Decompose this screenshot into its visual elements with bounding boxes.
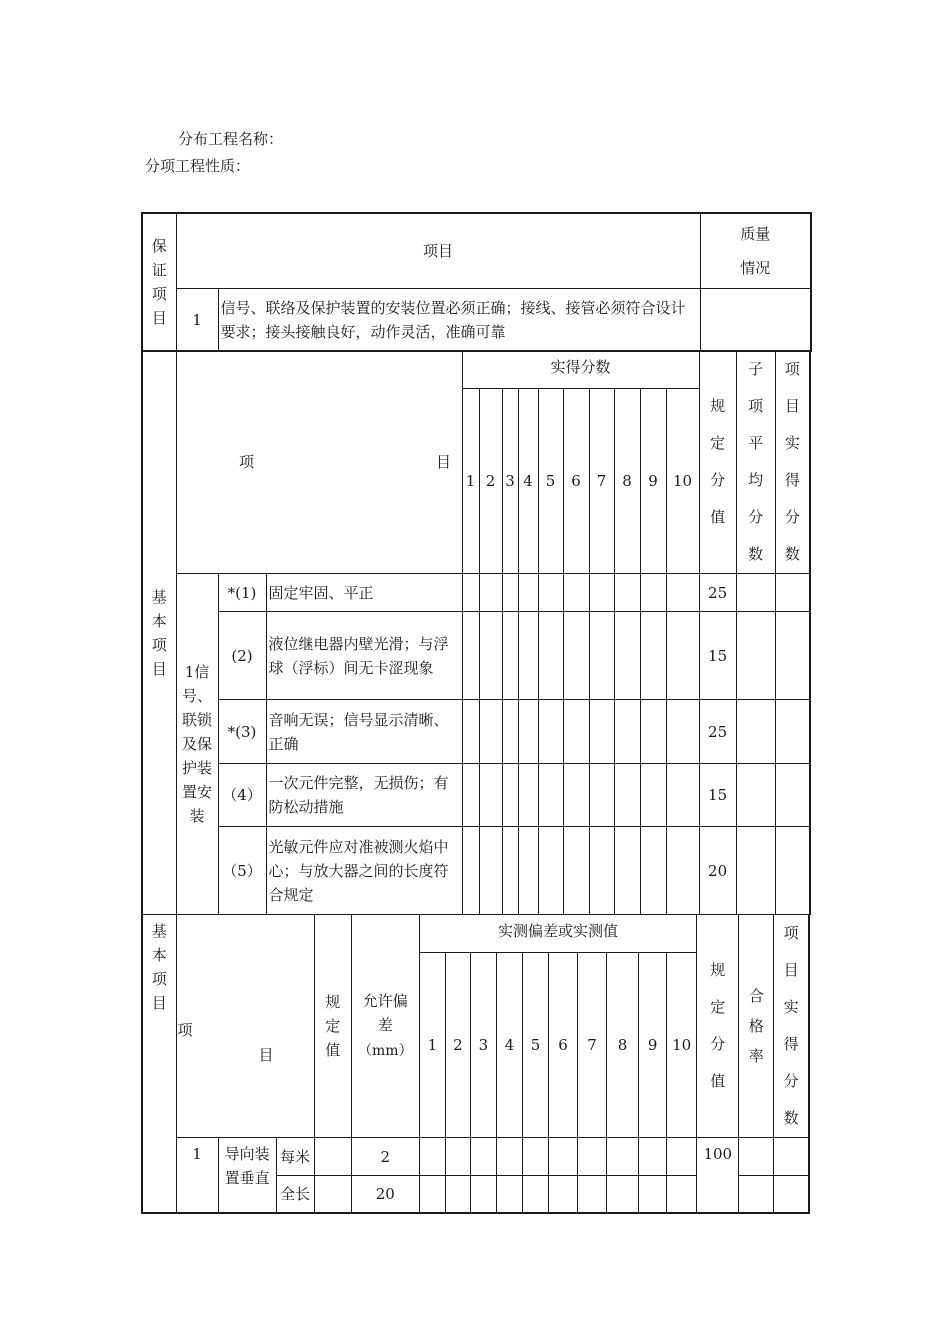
tolerance-header xyxy=(351,915,419,1138)
row-std-score: 20 xyxy=(699,827,736,915)
row-mark: *(3) xyxy=(218,700,266,764)
basic-side-label: 基本项目 xyxy=(142,351,176,915)
measured-item-header xyxy=(176,915,314,1138)
score-col-8: 8 xyxy=(614,389,640,574)
sub-tolerance: 2 xyxy=(351,1138,419,1176)
guarantee-side-label: 保证项目 xyxy=(142,213,176,351)
table-row xyxy=(142,827,810,915)
measured-item-header-right: 目 xyxy=(258,1046,274,1064)
basic-item-header-left: 项 xyxy=(239,453,255,471)
measured-col-2: 2 xyxy=(445,953,470,1138)
measured-header: 实测偏差或实测值 xyxy=(419,915,696,953)
guarantee-row-text: 信号、联络及保护装置的安装位置必须正确；接线、接管必须符合设计要求；接头接触良好，动作灵活，准确可靠 xyxy=(218,288,700,351)
basic-item-header xyxy=(176,351,462,574)
measured-col-4: 4 xyxy=(496,953,522,1138)
measured-table xyxy=(141,914,810,1214)
quality-header: 质量情况 xyxy=(700,213,811,288)
row-mark: *(1) xyxy=(218,574,266,612)
row-text: 音响无误；信号显示清晰、正确 xyxy=(266,700,462,764)
score-col-10: 10 xyxy=(666,389,699,574)
row-text: 光敏元件应对准被测火焰中心；与放大器之间的长度符合规定 xyxy=(266,827,462,915)
row-text: 一次元件完整，无损伤；有防松动措施 xyxy=(266,764,462,827)
row-mark: (2) xyxy=(218,612,266,700)
score-col-6: 6 xyxy=(563,389,589,574)
row-std-score: 25 xyxy=(699,574,736,612)
row-mark: （5） xyxy=(218,827,266,915)
row-std-score: 25 xyxy=(699,700,736,764)
project-name-label: 分布工程名称： xyxy=(178,130,284,148)
measured-item-header-left: 项 xyxy=(177,1021,193,1039)
sub-avg-header: 子项平均分数 xyxy=(736,351,775,574)
score-col-1: 1 xyxy=(462,389,479,574)
pass-rate-header: 合格率 xyxy=(739,915,774,1138)
sub-label: 每米 xyxy=(276,1138,314,1176)
row-text: 液位继电器内壁光滑；与浮球（浮标）间无卡涩现象 xyxy=(266,612,462,700)
score-col-9: 9 xyxy=(640,389,666,574)
score-col-3: 3 xyxy=(502,389,518,574)
row-mark: （4） xyxy=(218,764,266,827)
row-std-score: 15 xyxy=(699,612,736,700)
basic-items-table xyxy=(141,350,811,915)
score-header: 实得分数 xyxy=(462,351,699,389)
measured-col-1: 1 xyxy=(419,953,445,1138)
tolerance-label: 允许偏差 xyxy=(362,992,408,1034)
measured-side-label: 基本项目 xyxy=(142,915,176,1213)
sub-label: 全长 xyxy=(276,1176,314,1213)
std-score-header: 规定分值 xyxy=(699,351,736,574)
measured-col-8: 8 xyxy=(607,953,639,1138)
guarantee-row-quality[interactable] xyxy=(700,288,811,351)
measured-col-7: 7 xyxy=(578,953,607,1138)
row-text: 固定牢固、平正 xyxy=(266,574,462,612)
measured-col-3: 3 xyxy=(470,953,496,1138)
measured-col-9: 9 xyxy=(639,953,667,1138)
measured-row-name: 导向装置垂直 xyxy=(218,1138,276,1213)
group-label: 1信号、联锁及保护装置安装 xyxy=(176,574,218,915)
measured-std-score: 100 xyxy=(697,1138,739,1213)
measured-col-10: 10 xyxy=(667,953,697,1138)
measured-col-5: 5 xyxy=(522,953,548,1138)
table-row xyxy=(142,700,810,764)
guarantee-table xyxy=(141,212,812,352)
score-col-4: 4 xyxy=(518,389,538,574)
basic-item-header-right: 目 xyxy=(435,453,451,471)
score-col-2: 2 xyxy=(479,389,502,574)
guarantee-row-no: 1 xyxy=(176,288,218,351)
row-std-score: 15 xyxy=(699,764,736,827)
table-row xyxy=(142,574,810,612)
project-nature-label: 分项工程性质： xyxy=(145,157,251,175)
measured-col-6: 6 xyxy=(549,953,578,1138)
table-row xyxy=(142,612,810,700)
measured-item-score-header: 项目实得分数 xyxy=(774,915,809,1138)
measured-std-score-header: 规定分值 xyxy=(697,915,739,1138)
sub-tolerance: 20 xyxy=(351,1176,419,1213)
spec-header: 规定值 xyxy=(314,915,351,1138)
score-col-7: 7 xyxy=(589,389,614,574)
table-row xyxy=(142,1138,809,1176)
guarantee-item-header: 项目 xyxy=(176,213,700,288)
measured-row-no: 1 xyxy=(176,1138,218,1213)
item-score-header: 项目实得分数 xyxy=(775,351,810,574)
score-col-5: 5 xyxy=(538,389,563,574)
table-row xyxy=(142,764,810,827)
tolerance-unit: （mm） xyxy=(358,1043,413,1059)
